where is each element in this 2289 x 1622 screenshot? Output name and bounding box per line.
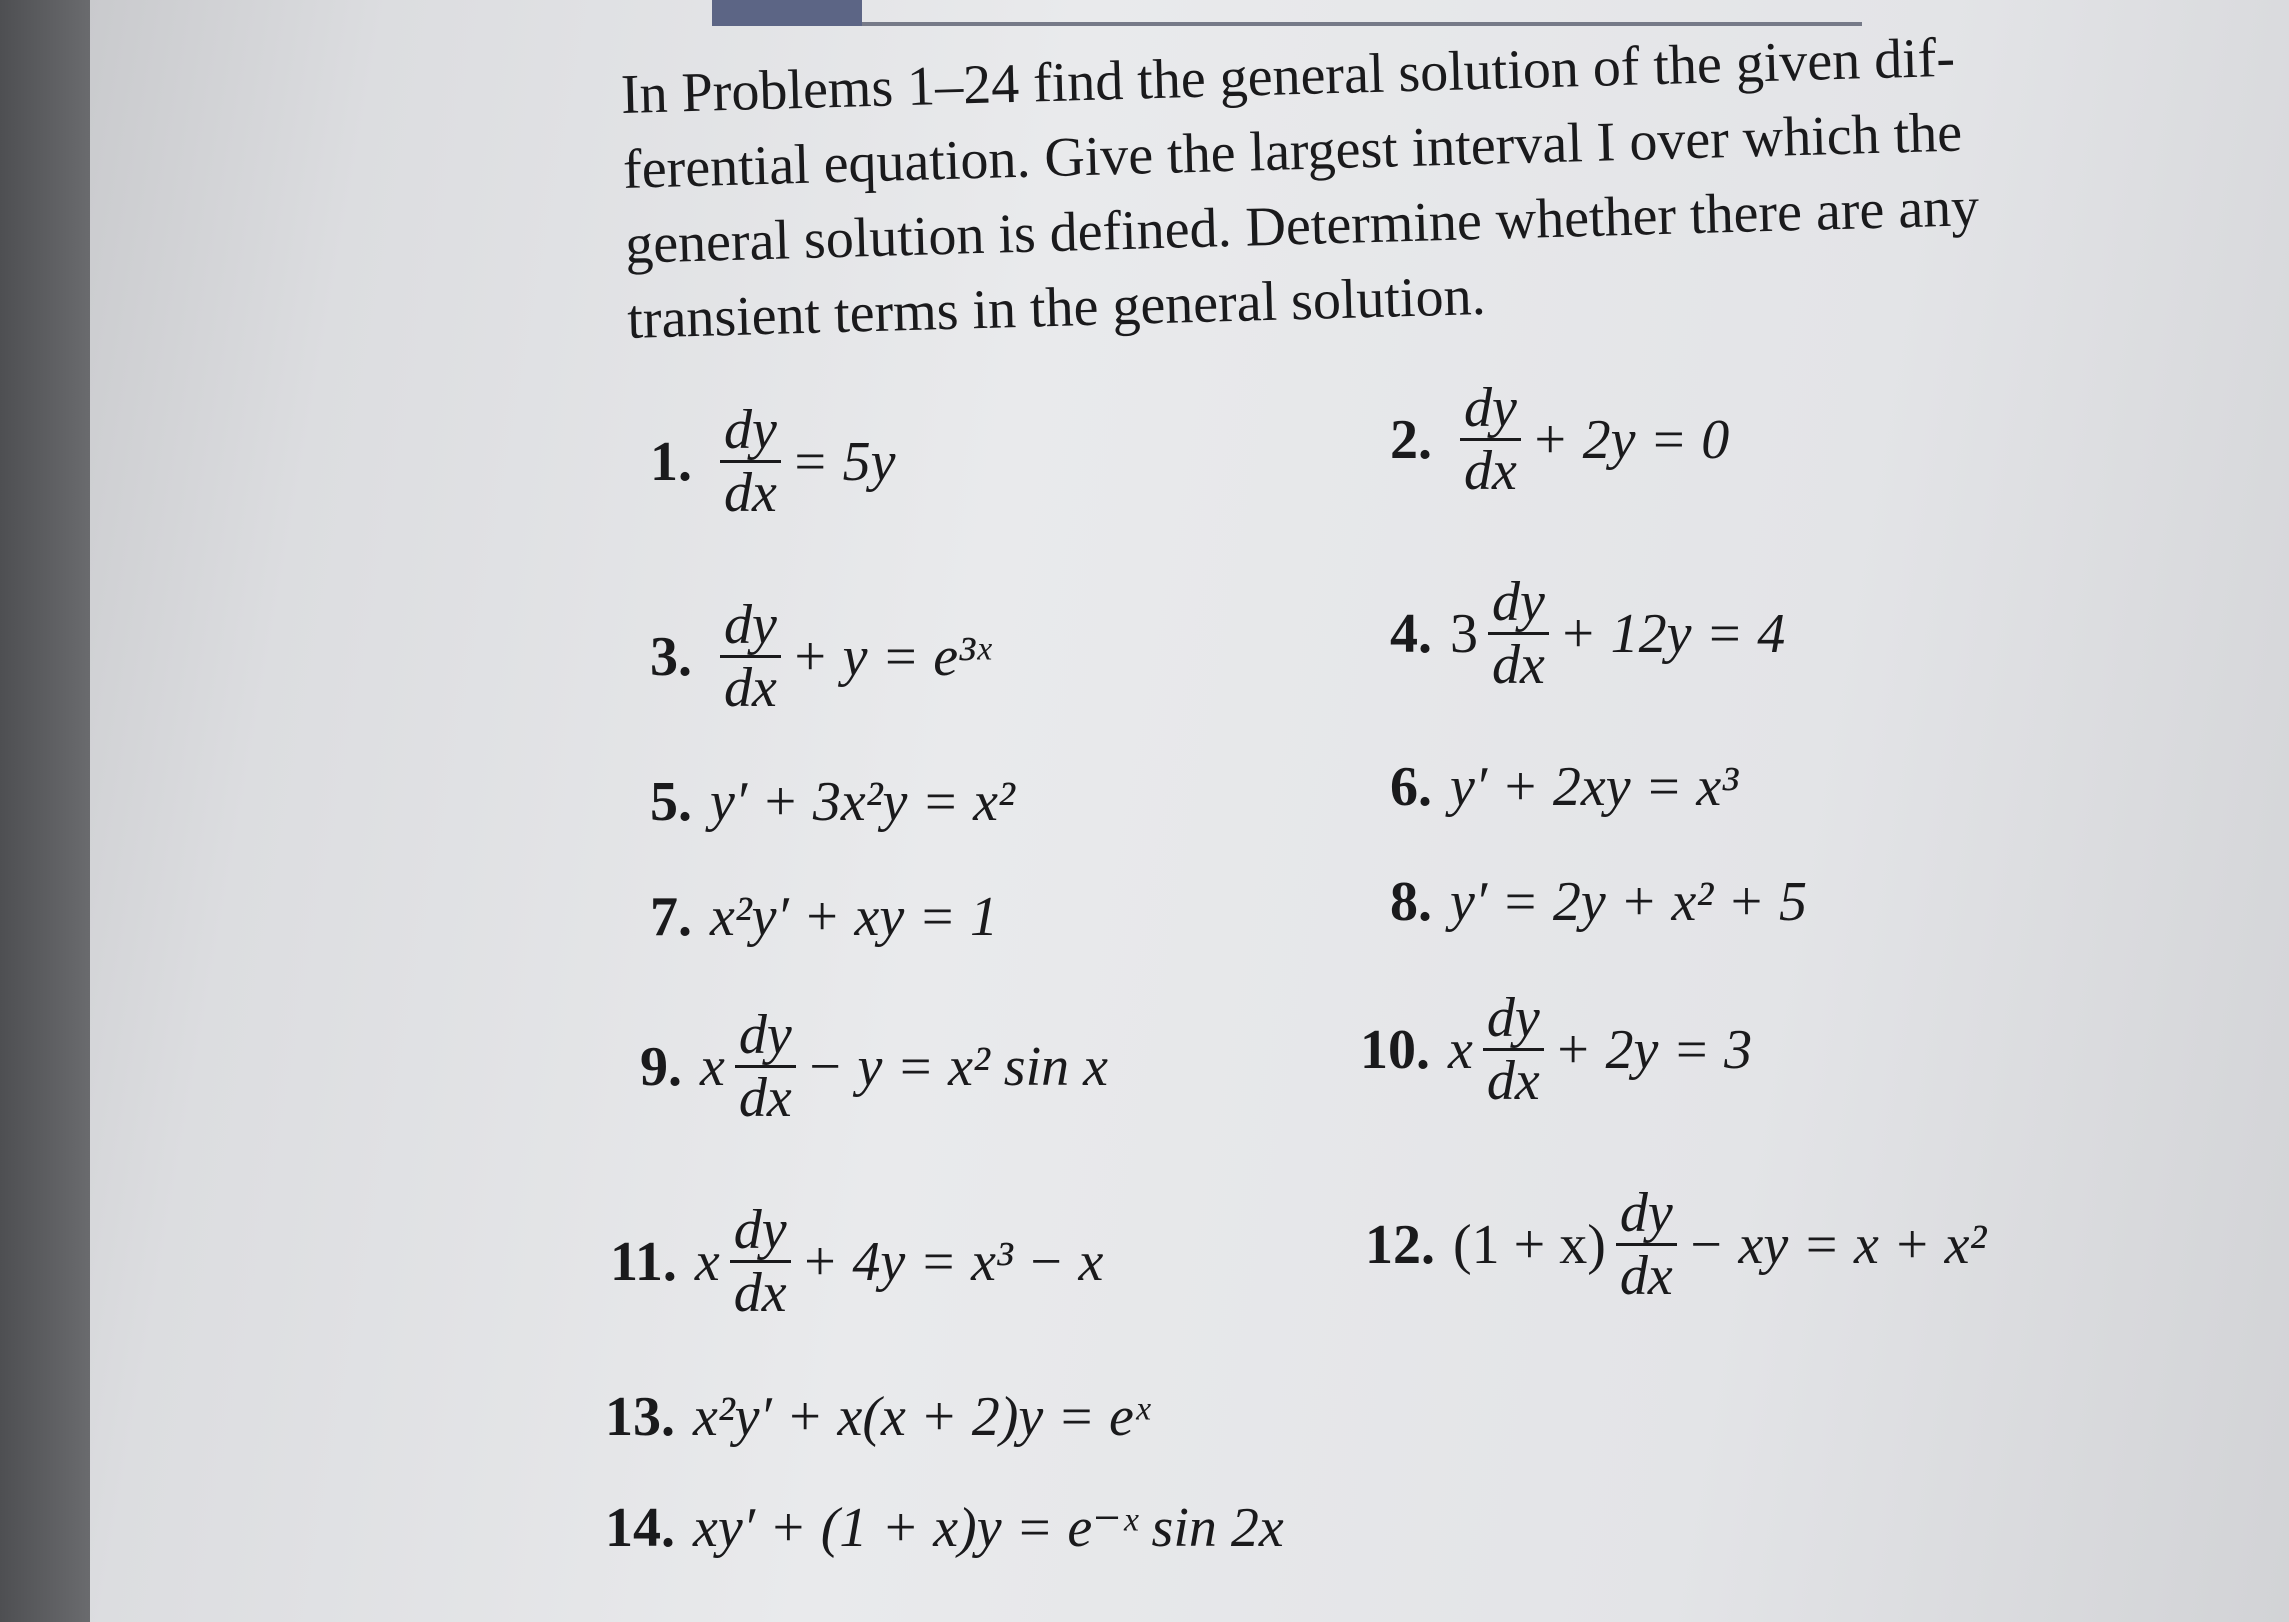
problem-number: 1. [650, 430, 692, 493]
numerator: dy [735, 1005, 796, 1068]
numerator: dy [1488, 572, 1549, 635]
problem-number: 9. [640, 1035, 682, 1098]
denominator: dx [1492, 634, 1545, 696]
problem-number: 4. [1390, 602, 1432, 665]
instructions-line: ferential equation. Give the largest interval I over which the [622, 101, 1963, 201]
instructions-line: general solution is defined. Determine whether there are any [624, 176, 1980, 276]
background-edge [0, 0, 90, 1622]
problem-11 [610, 1200, 1103, 1323]
problem-number: 11. [610, 1230, 677, 1293]
equation-text: + 12y = 4 [1558, 602, 1786, 665]
coefficient: x [1448, 1018, 1473, 1081]
problem-number: 14. [605, 1496, 675, 1559]
equation-text: + y = e³ˣ [790, 625, 991, 688]
instructions-line: transient terms in the general solution. [626, 264, 1487, 351]
numerator: dy [1460, 378, 1521, 441]
derivative-fraction [1483, 988, 1544, 1111]
equation-text: x²y′ + x(x + 2)y = eˣ [693, 1386, 1150, 1448]
numerator: dy [720, 400, 781, 463]
numerator: dy [1616, 1183, 1677, 1246]
derivative-fraction [1488, 572, 1549, 695]
equation-text: + 2y = 3 [1553, 1018, 1753, 1081]
coefficient: x [694, 1230, 720, 1293]
equation-text: + 4y = x³ − x [800, 1230, 1104, 1293]
problem-7 [650, 885, 998, 949]
numerator: dy [720, 595, 781, 658]
derivative-fraction [1616, 1183, 1677, 1306]
equation-text: y′ + 3x²y = x² [710, 771, 1015, 833]
problem-number: 3. [650, 625, 692, 688]
equation-text: xy′ + (1 + x)y = e⁻ˣ sin 2x [693, 1497, 1284, 1559]
problem-number: 7. [650, 886, 692, 948]
page-header-rule [862, 22, 1862, 26]
derivative-fraction [1460, 378, 1521, 501]
problem-14 [605, 1495, 1284, 1560]
denominator: dx [724, 462, 777, 524]
problem-4 [1390, 572, 1785, 695]
equation-text: x²y′ + xy = 1 [710, 886, 999, 948]
coefficient: (1 + x) [1453, 1213, 1606, 1276]
problem-number: 6. [1390, 756, 1432, 818]
numerator: dy [730, 1200, 791, 1263]
denominator: dx [1486, 1050, 1540, 1112]
equation-text: y′ = 2y + x² + 5 [1450, 871, 1807, 933]
problem-number: 8. [1390, 871, 1432, 933]
denominator: dx [724, 657, 777, 719]
equation-text: − y = x² sin x [805, 1035, 1109, 1098]
problem-13 [605, 1385, 1150, 1449]
derivative-fraction [735, 1005, 796, 1128]
problem-6 [1390, 755, 1738, 819]
problem-5 [650, 770, 1015, 834]
problem-number: 10. [1360, 1018, 1430, 1081]
derivative-fraction [730, 1200, 791, 1323]
page-header-bar [712, 0, 862, 26]
numerator: dy [1483, 988, 1544, 1051]
derivative-fraction [720, 595, 781, 718]
problem-12 [1365, 1183, 1986, 1306]
coefficient: x [700, 1035, 725, 1098]
problem-2 [1390, 378, 1729, 501]
equation-text: + 2y = 0 [1530, 408, 1730, 471]
instructions-line: In Problems 1–24 find the general solution of the given dif- [620, 26, 1956, 126]
problem-number: 13. [605, 1386, 675, 1448]
equation-text: y′ + 2xy = x³ [1450, 756, 1739, 818]
problem-1 [650, 400, 896, 523]
coefficient: 3 [1450, 602, 1478, 665]
denominator: dx [1619, 1245, 1673, 1307]
denominator: dx [733, 1262, 787, 1324]
problem-8 [1390, 870, 1807, 934]
derivative-fraction [720, 400, 781, 523]
problem-number: 5. [650, 771, 692, 833]
problem-9 [640, 1005, 1108, 1128]
denominator: dx [738, 1067, 792, 1129]
problem-instructions [620, 14, 2188, 357]
problem-10 [1360, 988, 1752, 1111]
denominator: dx [1464, 440, 1517, 502]
problem-3 [650, 595, 991, 718]
problem-number: 2. [1390, 408, 1432, 471]
equation-text: − xy = x + x² [1686, 1213, 1987, 1276]
equation-text: = 5y [790, 430, 896, 493]
problem-number: 12. [1365, 1213, 1435, 1276]
